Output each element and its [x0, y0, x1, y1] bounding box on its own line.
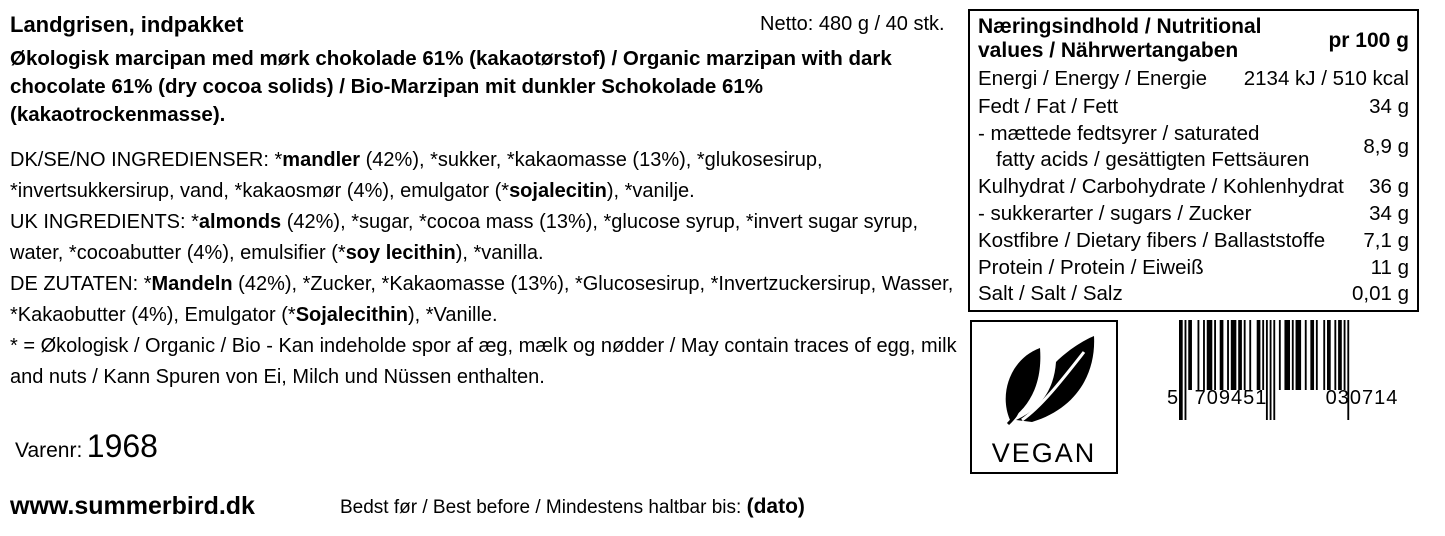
barcode-bar	[1220, 320, 1224, 390]
barcode-bar	[1238, 320, 1242, 390]
ingredients-dk	[10, 145, 970, 207]
nutrition-label: - mættede fedtsyrer / saturated	[978, 122, 1260, 145]
barcode-graphic	[1165, 318, 1420, 438]
ingredients-de	[10, 269, 970, 331]
barcode-bar	[1284, 320, 1290, 390]
net-weight: Netto: 480 g / 40 stk.	[760, 13, 945, 35]
vegan-label: VEGAN	[991, 438, 1097, 468]
barcode-bar	[1244, 320, 1246, 390]
ingredient-text: ), *vanilje.	[606, 180, 695, 202]
nutrition-label: Fedt / Fat / Fett	[978, 95, 1119, 118]
barcode-bar	[1344, 320, 1346, 390]
barcode-bar	[1198, 320, 1200, 390]
ingredient-text: ), *vanilla.	[455, 242, 544, 264]
barcode-bar	[1214, 320, 1216, 390]
ingredient-text: ), *Vanille.	[407, 304, 498, 326]
nutrition-value: 11 g	[1370, 256, 1409, 279]
item-number-label: Varenr:	[15, 439, 83, 462]
barcode	[1165, 318, 1420, 438]
nutrition-value: 36 g	[1369, 175, 1409, 198]
barcode-digits-left: 709451	[1194, 387, 1268, 409]
nutrition-label: Protein / Protein / Eiweiß	[978, 256, 1204, 279]
allergen: sojalecitin	[509, 180, 607, 202]
barcode-digits-right: 030714	[1325, 387, 1399, 409]
barcode-bar	[1227, 320, 1229, 390]
ingredient-text: UK INGREDIENTS: *	[10, 211, 199, 233]
barcode-bar	[1338, 320, 1342, 390]
ingredient-text: (42%), *sukker, *kakaomasse (13%), *glukosesirup, *invertsukkersirup, vand, *kakaosmør (4%), emulgator (*	[10, 149, 823, 202]
barcode-bar	[1231, 320, 1237, 390]
product-description: Økologisk marcipan med mørk chokolade 61% (kakaotørstof) / Organic marzipan with dark chocolate 61% (dry cocoa solids) / Bio-Marzipan mit dunkler Schokolade 61% (kakaotrockenmasse).	[10, 47, 892, 126]
barcode-bar	[1207, 320, 1213, 390]
barcode-bar	[1262, 320, 1264, 390]
barcode-bar	[1310, 320, 1314, 390]
barcode-bar	[1185, 320, 1187, 420]
barcode-bar	[1292, 320, 1294, 390]
barcode-bar	[1296, 320, 1302, 390]
nutrition-per-100g: pr 100 g	[1328, 29, 1409, 52]
barcode-bar	[1327, 320, 1331, 390]
nutrition-label: - sukkerarter / sugars / Zucker	[978, 202, 1252, 225]
barcode-bar	[1316, 320, 1318, 390]
nutrition-label-cont: fatty acids / gesättigten Fettsäuren	[996, 148, 1310, 171]
allergen: soy lecithin	[345, 242, 456, 264]
nutrition-table	[968, 9, 1419, 312]
ingredients-uk	[10, 207, 970, 269]
vegan-logo	[970, 320, 1118, 474]
nutrition-title: Næringsindhold / Nutritional values / Nährwertangaben	[978, 15, 1262, 62]
product-title: Landgrisen, indpakket	[10, 12, 244, 37]
barcode-bar	[1257, 320, 1261, 390]
barcode-bar	[1179, 320, 1183, 420]
nutrition-header	[978, 15, 1409, 67]
nutrition-value: 34 g	[1369, 202, 1409, 225]
nutrition-label: Energi / Energy / Energie	[978, 67, 1208, 90]
organic-allergen-note: * = Økologisk / Organic / Bio - Kan indeholde spor af æg, mælk og nødder / May contain traces of egg, milk and nuts / Kann Spuren von Ei, Milch und Nüssen enthalten.	[10, 335, 957, 388]
barcode-bar	[1270, 320, 1272, 420]
nutrition-label: Kulhydrat / Carbohydrate / Kohlenhydrat	[978, 175, 1344, 198]
ingredient-text: DE ZUTATEN: *	[10, 273, 152, 295]
nutrition-label: Salt / Salt / Salz	[978, 282, 1123, 305]
website-url: www.summerbird.dk	[10, 492, 255, 520]
item-number	[15, 428, 158, 465]
barcode-bar	[1334, 320, 1336, 390]
best-before-label: Bedst før / Best before / Mindestens haltbar bis:	[340, 497, 742, 518]
nutrition-value: 8,9 g	[1363, 135, 1409, 158]
nutrition-value: 0,01 g	[1352, 282, 1409, 305]
ingredient-text: DK/SE/NO INGREDIENSER: *	[10, 149, 283, 171]
nutrition-value: 2134 kJ / 510 kcal	[1243, 67, 1409, 90]
ingredient-text: (42%), *sugar, *cocoa mass (13%), *glucose syrup, *invert sugar syrup, water, *cocoabutter (4%), emulsifier (*	[10, 211, 919, 264]
barcode-bar	[1323, 320, 1325, 390]
ingredient-text: (42%), *Zucker, *Kakaomasse (13%), *Glucosesirup, *Invertzuckersirup, Wasser, *Kakaobutter (4%), Emulgator (*	[10, 273, 954, 326]
barcode-bar	[1279, 320, 1281, 390]
barcode-bar	[1273, 320, 1275, 420]
barcode-digit-prefix: 5	[1167, 387, 1179, 409]
best-before-date: (dato)	[746, 495, 805, 518]
allergen: almonds	[198, 211, 282, 233]
barcode-bar	[1188, 320, 1192, 390]
allergen: Mandeln	[151, 273, 233, 295]
nutrition-value: 7,1 g	[1363, 229, 1409, 252]
nutrition-label: Kostfibre / Dietary fibers / Ballaststoffe	[978, 229, 1326, 252]
item-number-value: 1968	[86, 428, 158, 464]
best-before	[340, 495, 805, 519]
allergen: Sojalecithin	[295, 304, 408, 326]
allergen: mandler	[282, 149, 361, 171]
vegan-leaf-icon	[972, 322, 1116, 472]
barcode-bar	[1305, 320, 1307, 390]
barcode-bar	[1203, 320, 1205, 390]
barcode-bar	[1249, 320, 1251, 390]
nutrition-value: 34 g	[1369, 95, 1409, 118]
